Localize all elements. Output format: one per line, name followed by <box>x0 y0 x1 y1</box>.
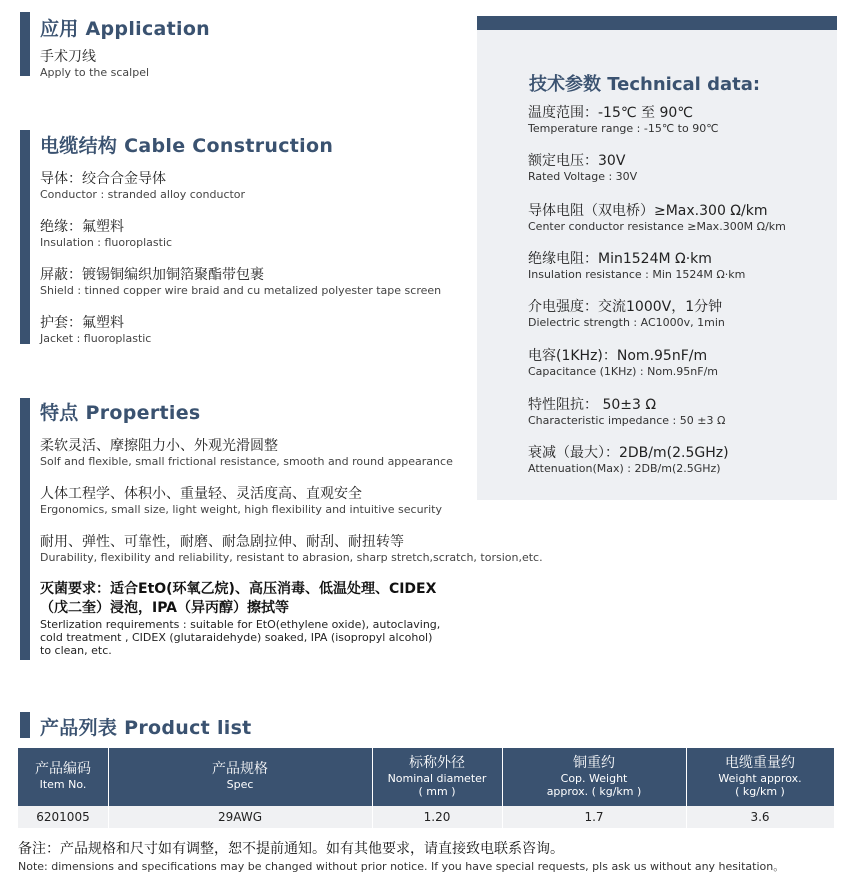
tech-param <box>528 396 725 427</box>
product-list-bar <box>20 712 30 738</box>
properties-item <box>40 533 543 564</box>
table-divider <box>108 748 109 828</box>
construction-item-zh: 绝缘：氟塑料 <box>40 219 124 235</box>
construction-item-en: Conductor : stranded alloy conductor <box>40 188 246 201</box>
application-zh: 手术刀线 <box>40 49 96 65</box>
cell-weight: 3.6 <box>750 810 770 824</box>
table-header-spec <box>108 748 372 806</box>
header-en: Item No. <box>39 778 87 791</box>
tech-param <box>528 202 786 233</box>
cell-cop-weight: 1.7 <box>584 810 604 824</box>
header-zh: 电缆重量约 <box>725 755 795 771</box>
header-zh: 标称外径 <box>409 755 465 771</box>
header-en-unit: ( kg/km ) <box>735 785 785 798</box>
construction-item <box>40 218 172 249</box>
table-header-weight <box>686 748 834 806</box>
application-en: Apply to the scalpel <box>40 66 150 79</box>
product-list-title: 产品列表 Product list <box>40 717 252 739</box>
technical-panel <box>477 16 837 500</box>
properties-item-en: Durability, flexibility and reliability, resistant to abrasion, sharp stretch,scratch, torsion,etc. <box>40 551 543 564</box>
tech-param <box>528 444 729 475</box>
sterilization-zh-line2: （戊二奎）浸泡，IPA（异丙醇）擦拭等 <box>40 600 290 616</box>
cell-item-no: 6201005 <box>36 810 90 824</box>
construction-bar <box>20 130 30 344</box>
table-divider <box>686 748 687 828</box>
tech-param-en: Attenuation(Max) : 2DB/m(2.5GHz) <box>528 462 721 475</box>
properties-item-zh: 耐用、弹性、可靠性，耐磨、耐急剧拉伸、耐刮、耐扭转等 <box>40 534 404 550</box>
construction-item-zh: 护套：氟塑料 <box>40 315 124 331</box>
note-zh: 备注：产品规格和尺寸如有调整，恕不提前通知。如有其他要求，请直接致电联系咨询。 <box>18 841 564 857</box>
table-header-item-no <box>18 748 108 806</box>
properties-item <box>40 437 453 468</box>
header-zh: 产品编码 <box>35 761 91 777</box>
tech-param <box>528 104 719 135</box>
technical-title: 技术参数 Technical data: <box>529 74 761 95</box>
tech-param <box>528 298 725 329</box>
construction-item <box>40 266 441 297</box>
properties-item-zh: 人体工程学、体积小、重量轻、灵活度高、直观安全 <box>40 486 362 502</box>
construction-item-en: Shield : tinned copper wire braid and cu metalized polyester tape screen <box>40 284 442 297</box>
header-en: Nominal diameter <box>387 772 487 785</box>
tech-param-zh: 电容(1KHz)：Nom.95nF/m <box>528 348 708 364</box>
cell-spec: 29AWG <box>218 810 262 824</box>
sterilization-item <box>40 580 440 657</box>
tech-param-en: Characteristic impedance : 50 ±3 Ω <box>528 414 726 427</box>
header-en-unit: ( mm ) <box>418 785 456 798</box>
construction-item-zh: 导体：绞合合金导体 <box>40 171 166 187</box>
table-header-cop-weight <box>502 748 686 806</box>
table-divider <box>372 748 373 828</box>
header-en: Cop. Weight <box>560 772 628 785</box>
tech-param-zh: 导体电阻（双电桥）≥Max.300 Ω/km <box>528 203 768 219</box>
tech-param <box>528 250 745 281</box>
table-header-diameter <box>372 748 502 806</box>
header-zh: 铜重约 <box>573 755 615 771</box>
sterilization-en-line2: cold treatment , CIDEX (glutaraidehyde) soaked, IPA (isopropyl alcohol) <box>40 631 433 644</box>
construction-item <box>40 170 245 201</box>
properties-item <box>40 485 442 516</box>
tech-param-zh: 衰减（最大）：2DB/m(2.5GHz) <box>528 445 729 461</box>
tech-param <box>528 347 718 378</box>
application-bar <box>20 12 30 76</box>
tech-param-en: Capacitance (1KHz) : Nom.95nF/m <box>528 365 719 378</box>
tech-param-zh: 绝缘电阻：Min1524M Ω·km <box>528 251 712 267</box>
construction-item <box>40 314 151 345</box>
cell-diameter: 1.20 <box>423 810 451 824</box>
technical-panel-header-bar <box>477 16 837 30</box>
note-en: Note: dimensions and specifications may be changed without prior notice. If you have special requests, pls ask us without any hesitation。 <box>18 860 785 873</box>
tech-param-en: Dielectric strength : AC1000v, 1min <box>528 316 725 329</box>
tech-param-en: Center conductor resistance ≥Max.300M Ω/km <box>528 220 786 233</box>
construction-item-en: Jacket : fluoroplastic <box>40 332 152 345</box>
construction-item-zh: 屏蔽：镀锡铜编织加铜箔聚酯带包裹 <box>40 267 264 283</box>
tech-param-zh: 温度范围：-15℃ 至 90℃ <box>528 105 694 121</box>
construction-item-en: Insulation : fluoroplastic <box>40 236 173 249</box>
tech-param-zh: 介电强度：交流1000V，1分钟 <box>528 299 723 315</box>
header-zh: 产品规格 <box>212 761 268 777</box>
tech-param-zh: 特性阻抗： 50±3 Ω <box>528 397 657 413</box>
tech-param <box>528 152 637 183</box>
header-en: Weight approx. <box>718 772 802 785</box>
tech-param-en: Insulation resistance : Min 1524M Ω·km <box>528 268 746 281</box>
sterilization-en-line3: to clean, etc. <box>40 644 112 657</box>
properties-item-zh: 柔软灵活、摩擦阻力小、外观光滑圆整 <box>40 438 278 454</box>
tech-param-en: Rated Voltage : 30V <box>528 170 638 183</box>
sterilization-en-line1: Sterlization requirements : suitable for EtO(ethylene oxide), autoclaving, <box>40 618 441 631</box>
header-en-unit: approx. ( kg/km ) <box>546 785 642 798</box>
table-divider <box>502 748 503 828</box>
sterilization-zh-line1: 灭菌要求：适合EtO(环氧乙烷)、高压消毒、低温处理、CIDEX <box>40 581 437 597</box>
application-item <box>40 48 149 79</box>
header-en: Spec <box>226 778 254 791</box>
application-title: 应用 Application <box>40 18 211 40</box>
tech-param-en: Temperature range : -15℃ to 90℃ <box>528 122 719 135</box>
tech-param-zh: 额定电压：30V <box>528 153 626 169</box>
properties-item-en: Solf and flexible, small frictional resistance, smooth and round appearance <box>40 455 453 468</box>
construction-title: 电缆结构 Cable Construction <box>40 135 334 157</box>
properties-title: 特点 Properties <box>40 402 201 424</box>
properties-item-en: Ergonomics, small size, light weight, high flexibility and intuitive security <box>40 503 442 516</box>
properties-bar <box>20 398 30 660</box>
